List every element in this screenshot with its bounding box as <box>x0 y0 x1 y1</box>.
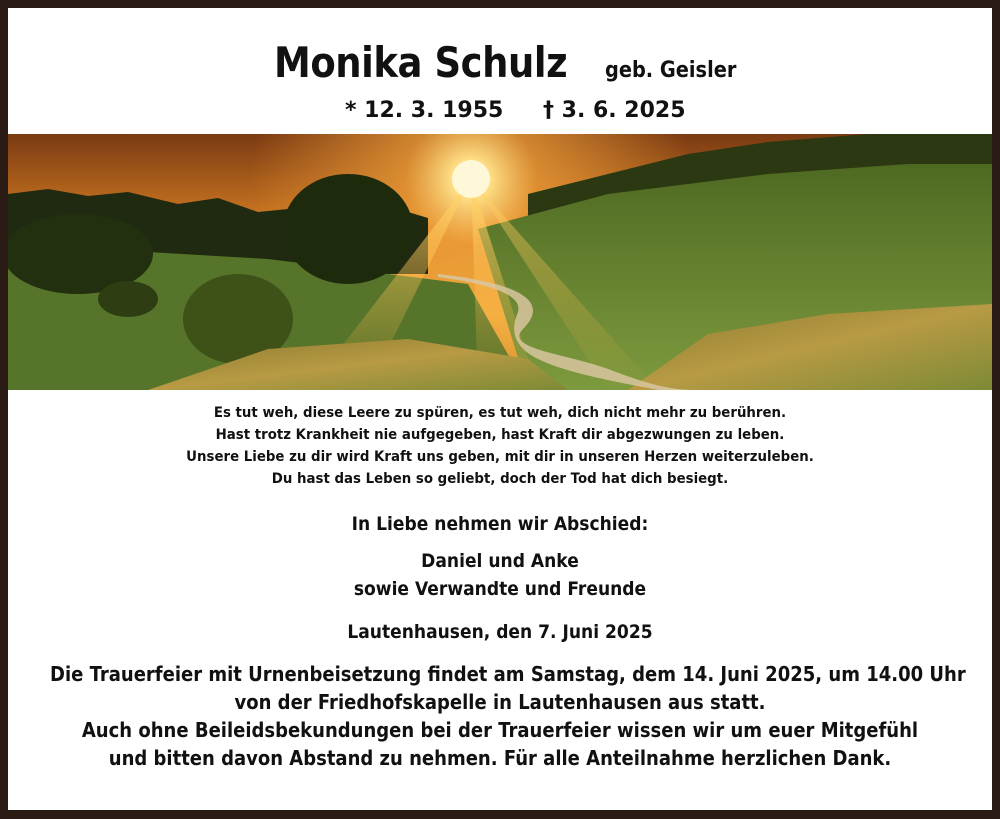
notice-line: Die Trauerfeier mit Urnenbeisetzung findet am Samstag, dem 14. Juni 2025, um 14.00 Uhr <box>50 662 966 686</box>
poem-line: Du hast das Leben so geliebt, doch der Tod hat dich besiegt. <box>271 471 729 487</box>
poem-line: Unsere Liebe zu dir wird Kraft uns geben, mit dir in unseren Herzen weiterzuleben. <box>186 449 814 465</box>
notice-line: Auch ohne Beileidsbekundungen bei der Trauerfeier wissen wir um euer Mitgefühl <box>81 718 919 742</box>
place-date-text: Lautenhausen, den 7. Juni 2025 <box>347 621 653 643</box>
maiden-name: geb. Geisler <box>605 58 737 83</box>
deceased-name: Monika Schulz <box>274 38 568 87</box>
notice-line: und bitten davon Abstand zu nehmen. Für alle Anteilnahme herzlichen Dank. <box>108 746 892 770</box>
mourners-names: Daniel und Anke <box>421 550 579 572</box>
mourners <box>0 547 1000 603</box>
place-date <box>0 621 1000 643</box>
poem-line: Hast trotz Krankheit nie aufgegeben, hast Kraft dir abgezwungen zu leben. <box>215 427 785 443</box>
sunset-meadow-image <box>8 134 992 390</box>
funeral-notice <box>0 660 1000 772</box>
death-date: † 3. 6. 2025 <box>543 98 686 123</box>
poem-line: Es tut weh, diese Leere zu spüren, es tut weh, dich nicht mehr zu berühren. <box>213 405 787 421</box>
deceased-name-heading <box>0 38 1000 87</box>
memorial-poem <box>0 402 1000 490</box>
farewell-text: In Liebe nehmen wir Abschied: <box>351 513 649 535</box>
farewell-heading <box>0 513 1000 535</box>
mourners-relatives: sowie Verwandte und Freunde <box>353 578 647 600</box>
notice-line: von der Friedhofskapelle in Lautenhausen aus statt. <box>234 690 766 714</box>
birth-date: * 12. 3. 1955 <box>345 98 504 123</box>
